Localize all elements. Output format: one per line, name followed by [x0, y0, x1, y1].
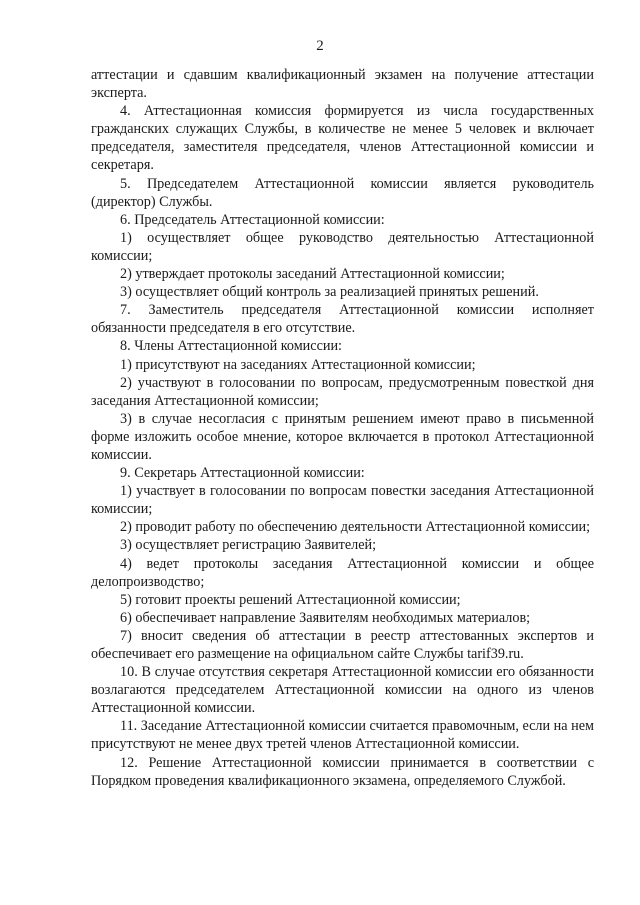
- paragraph-item-9-7: 7) вносит сведения об аттестации в реестр аттестованных экспертов и обеспечивает его размещение на официальном сайте Службы tarif39.ru.: [91, 627, 594, 662]
- paragraph-item-9-1: 1) участвует в голосовании по вопросам повестки заседания Аттестационной комиссии;: [91, 483, 594, 518]
- paragraph-item-8: 8. Члены Аттестационной комиссии:: [120, 338, 342, 355]
- paragraph-item-12: 12. Решение Аттестационной комиссии принимается в соответствии с Порядком проведения квалификационного экзамена, определяемого Службой.: [91, 754, 594, 789]
- paragraph-item-4: 4. Аттестационная комиссия формируется из числа государственных гражданских служащих Службы, в количестве не менее 5 человек и включает председателя, заместителя председателя, членов Аттестационной комиссии и секретаря.: [91, 103, 594, 174]
- paragraph-item-8-1: 1) присутствуют на заседаниях Аттестационной комиссии;: [120, 356, 476, 373]
- document-body: [91, 66, 594, 790]
- paragraph-item-9-5: 5) готовит проекты решений Аттестационной комиссии;: [120, 591, 461, 608]
- paragraph-item-9: 9. Секретарь Аттестационной комиссии:: [120, 465, 365, 482]
- paragraph-item-8-3: 3) в случае несогласия с принятым решением имеют право в письменной форме изложить особое мнение, которое включается в протокол Аттестационной комиссии.: [91, 410, 594, 463]
- paragraph-item-6: 6. Председатель Аттестационной комиссии:: [120, 211, 385, 228]
- paragraph-item-9-3: 3) осуществляет регистрацию Заявителей;: [120, 537, 377, 554]
- paragraph-item-8-2: 2) участвуют в голосовании по вопросам, предусмотренным повесткой дня заседания Аттестационной комиссии;: [91, 374, 594, 409]
- paragraph-item-9-6: 6) обеспечивает направление Заявителям необходимых материалов;: [120, 609, 531, 626]
- paragraph-item-11: 11. Заседание Аттестационной комиссии считается правомочным, если на нем присутствуют не менее двух третей членов Аттестационной комиссии.: [91, 718, 594, 753]
- paragraph-item-6-1: 1) осуществляет общее руководство деятельностью Аттестационной комиссии;: [91, 229, 594, 264]
- paragraph-item-6-2: 2) утверждает протоколы заседаний Аттестационной комиссии;: [120, 266, 505, 283]
- paragraph-item-5: 5. Председателем Аттестационной комиссии является руководитель (директор) Службы.: [91, 175, 594, 210]
- paragraph-item-6-3: 3) осуществляет общий контроль за реализацией принятых решений.: [120, 284, 539, 301]
- paragraph-continuation: аттестации и сдавшим квалификационный экзамен на получение аттестации эксперта.: [91, 67, 594, 102]
- paragraph-item-7: 7. Заместитель председателя Аттестационной комиссии исполняет обязанности председателя в его отсутствие.: [91, 302, 594, 337]
- paragraph-item-9-2: 2) проводит работу по обеспечению деятельности Аттестационной комиссии;: [120, 519, 591, 536]
- paragraph-item-10: 10. В случае отсутствия секретаря Аттестационной комиссии его обязанности возлагаются председателем Аттестационной комиссии на одного из членов Аттестационной комиссии.: [91, 664, 594, 717]
- paragraph-item-9-4: 4) ведет протоколы заседания Аттестационной комиссии и общее делопроизводство;: [91, 555, 594, 590]
- page-number: 2: [316, 38, 324, 54]
